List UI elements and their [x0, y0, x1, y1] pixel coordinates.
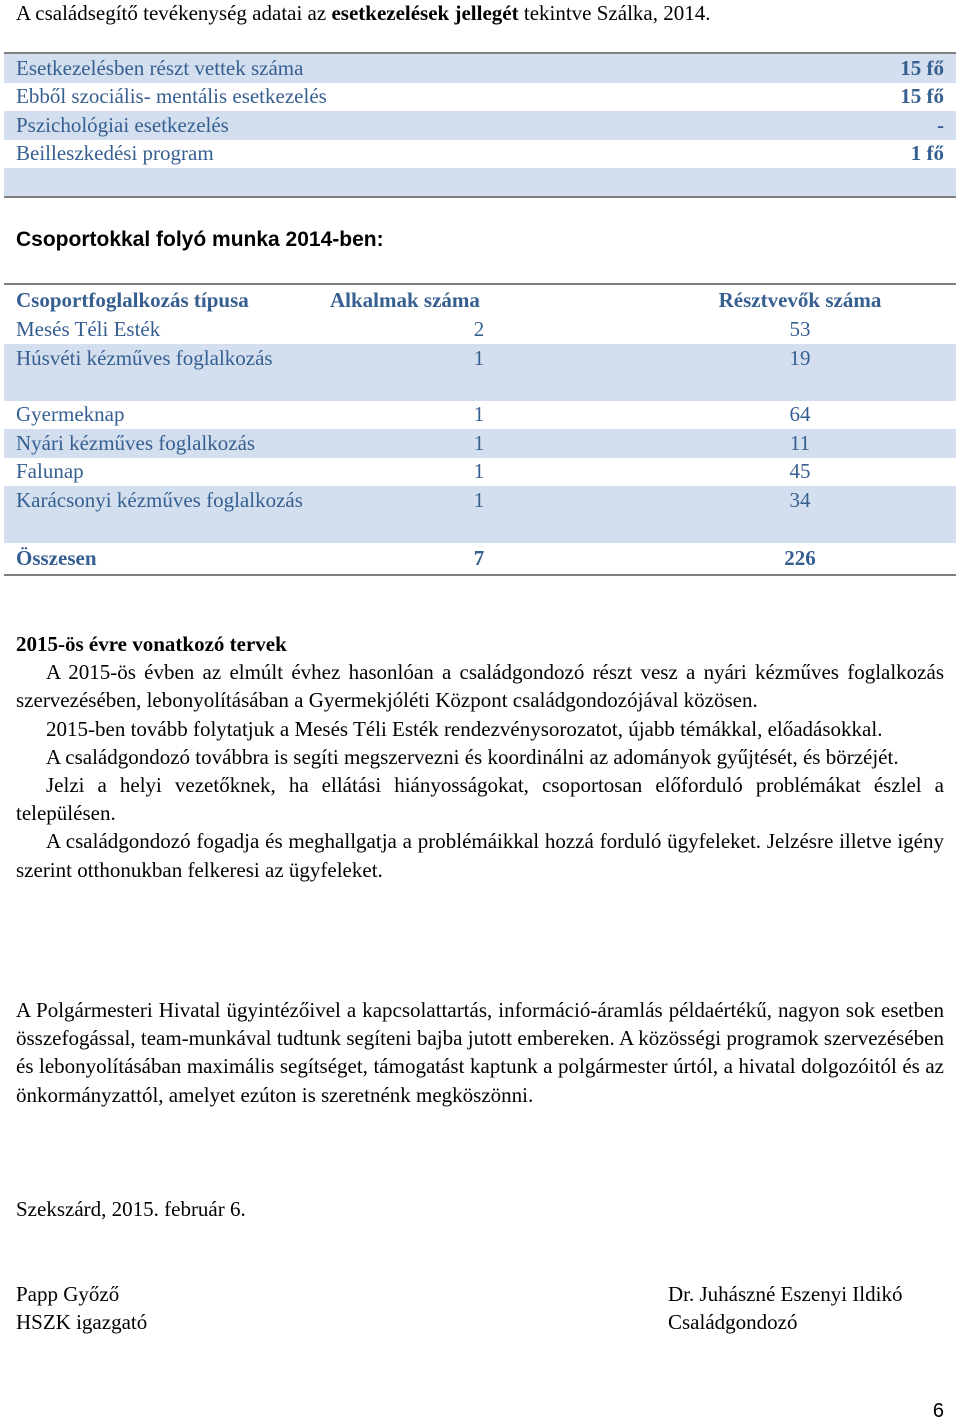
- signer-name: Papp Győző: [16, 1282, 120, 1306]
- cell-participants: 53: [789, 316, 811, 341]
- row-value: 15 fő: [900, 84, 944, 109]
- table-row: [4, 83, 956, 112]
- page-title: [16, 0, 710, 26]
- row-label: Pszichológiai esetkezelés: [16, 112, 229, 137]
- row-value: 15 fő: [900, 55, 944, 80]
- cell-type: Mesés Téli Esték: [16, 316, 161, 341]
- cell-occasions: 1: [473, 430, 485, 455]
- table-row-empty: [4, 168, 956, 196]
- table-header-row: [4, 285, 956, 315]
- group-work-heading: Csoportokkal folyó munka 2014-ben:: [16, 228, 384, 251]
- cell-participants: 64: [789, 402, 811, 427]
- cell-participants: 19: [789, 345, 811, 370]
- signer-role: Családgondozó: [668, 1310, 798, 1334]
- row-value: -: [937, 112, 944, 137]
- cell-occasions: 1: [473, 345, 485, 370]
- cell-type: Falunap: [16, 459, 84, 484]
- cell-type: Húsvéti kézműves foglalkozás: [16, 345, 273, 370]
- closing-paragraph: [16, 996, 944, 1109]
- row-value: 1 fő: [910, 141, 944, 166]
- cell-total-occasions: 7: [473, 546, 485, 570]
- signature-left: [16, 1280, 147, 1336]
- cell-type: Nyári kézműves foglalkozás: [16, 430, 256, 455]
- cell-type: Gyermeknap: [16, 402, 125, 427]
- page-number: 6: [932, 1400, 944, 1422]
- row-label: Ebből szociális- mentális esetkezelés: [16, 84, 327, 109]
- plans-heading: 2015-ös évre vonatkozó tervek: [16, 632, 287, 656]
- signature-right: [668, 1280, 902, 1336]
- cell-occasions: 1: [473, 488, 485, 512]
- plans-section: [16, 630, 944, 884]
- table-row: [4, 344, 956, 401]
- cell-total-participants: 226: [784, 546, 816, 570]
- closing-text: A Polgármesteri Hivatal ügyintézőivel a kapcsolattartás, információ-áramlás példaértékű, nagyon sok esetben összefogással, team-munkával tudtunk segíteni bajba jutott embereken. A közösségi programok szervezésében és lebonyolításában maximális segítséget, támogatást kaptunk a polgármester úrtól, a hivatal dolgozóitól és az önkormányzattól, amelyet ezúton is szeretnénk megköszönni.: [16, 998, 944, 1107]
- group-sessions-table: [4, 283, 956, 576]
- cell-participants: 11: [789, 430, 811, 455]
- table-row: [4, 111, 956, 140]
- row-label: Beilleszkedési program: [16, 141, 214, 166]
- title-prefix: A családsegítő tevékenység adatai az: [16, 1, 332, 25]
- header-participants: Résztvevők száma: [718, 287, 882, 312]
- title-suffix: tekintve Szálka, 2014.: [518, 1, 711, 25]
- cell-total-label: Összesen: [16, 546, 97, 570]
- plan-paragraph: A családgondozó továbbra is segíti megszervezni és koordinálni az adományok gyűjtését, és börzéjét.: [46, 744, 899, 769]
- cell-participants: 45: [789, 459, 811, 484]
- table-row: [4, 140, 956, 169]
- table-row: [4, 54, 956, 83]
- plan-paragraph: A 2015-ös évben az elmúlt évhez hasonlóan a családgondozó részt vesz a nyári kézműves foglalkozás szervezésében, lebonyolításában a Gyermekjóléti Központ családgondozójával közösen.: [16, 660, 944, 713]
- plan-paragraph: 2015-ben tovább folytatjuk a Mesés Téli Esték rendezvénysorozatot, újabb témákkal, előadásokkal.: [46, 716, 883, 741]
- place-date: Szekszárd, 2015. február 6.: [16, 1197, 246, 1221]
- cell-occasions: 2: [473, 316, 485, 341]
- table-total-row: [4, 543, 956, 574]
- case-management-table: [4, 52, 956, 198]
- table-row: [4, 401, 956, 430]
- table-row: [4, 458, 956, 487]
- cell-occasions: 1: [473, 459, 485, 484]
- signer-name: Dr. Juhászné Eszenyi Ildikó: [668, 1282, 903, 1306]
- signer-role: HSZK igazgató: [16, 1310, 148, 1334]
- cell-participants: 34: [789, 488, 811, 512]
- row-label: Esetkezelésben részt vettek száma: [16, 55, 304, 80]
- cell-occasions: 1: [473, 402, 485, 427]
- header-occasions: Alkalmak száma: [330, 287, 480, 312]
- table-row: [4, 486, 956, 543]
- table-row: [4, 315, 956, 344]
- table-row: [4, 429, 956, 458]
- plan-paragraph: Jelzi a helyi vezetőknek, ha ellátási hiányosságokat, csoportosan előforduló problémákat észlel a településen.: [16, 773, 944, 826]
- cell-type: Karácsonyi kézműves foglalkozás: [16, 488, 303, 512]
- header-type: Csoportfoglalkozás típusa: [16, 287, 249, 312]
- plan-paragraph: A családgondozó fogadja és meghallgatja a problémáikkal hozzá forduló ügyfeleket. Jelzésre illetve igény szerint otthonukban felkeresi az ügyfeleket.: [16, 829, 944, 882]
- title-bold: esetkezelések jellegét: [331, 1, 519, 25]
